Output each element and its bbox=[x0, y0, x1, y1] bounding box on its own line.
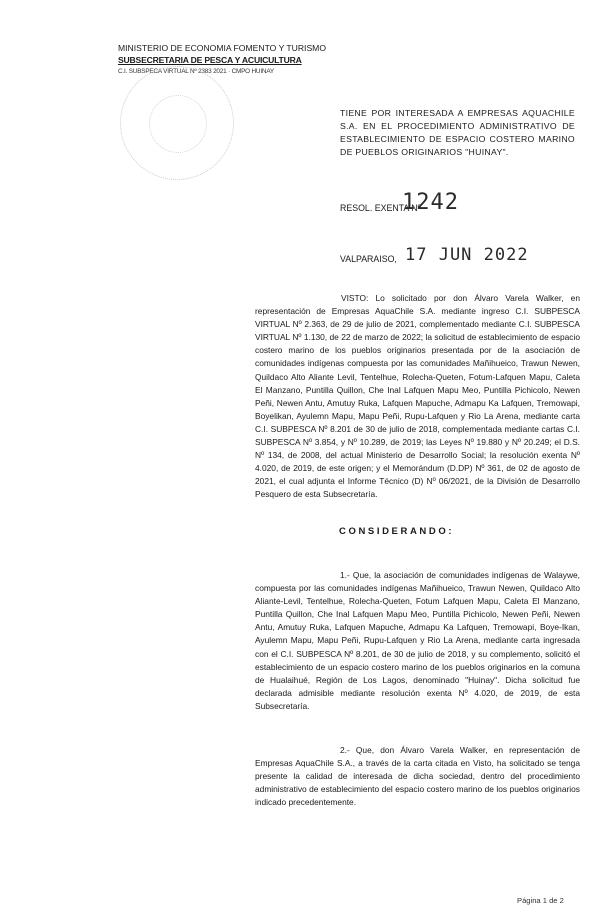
considerando-item-2: 2.- Que, don Álvaro Varela Walker, en representación de Empresas AquaChile S.A., a través de la carta citada en Visto, ha solicitado se tenga presente la calidad de interesada de dicha sociedad, dentro del procedimiento administrativo de establecimiento del espacio costero marino de los pueblos originarios indicado precedentemente. bbox=[255, 745, 580, 808]
ministry-name: MINISTERIO DE ECONOMIA FOMENTO Y TURISMO bbox=[118, 43, 327, 53]
resolution-label: RESOL. EXENTA Nº bbox=[340, 203, 421, 213]
considerando-heading: CONSIDERANDO: bbox=[339, 526, 455, 537]
place-label: VALPARAISO, bbox=[340, 254, 397, 264]
page-number: Página 1 de 2 bbox=[517, 896, 564, 905]
resolution-date: 17 JUN 2022 bbox=[405, 245, 529, 265]
considerando-item-1: 1.- Que, la asociación de comunidades indígenas de Walaywe, compuesta por las comunidades indígenas Mañihueico, Trawun Newen, Quildaco Alto Aliante-Levil, Tentelhue, Rolecha-Queten, Fotum Lafquen Mapu, Caleta El Manzano, Puntilla Quillon, Che Inal Lafquen Mapu Meo, Puntilla Pichicolo, Newen Peñi, Newen Antu, Amutuy Ruka, Lafquen Mapuche, Admapu Ka Lafquen, Tremowapi, Boye-Ikan, Ayulemn Mapu, Mapu Peñi, Rupu-Lafquen y Rio La Arena, mediante carta ingresada con el C.I. SUBPESCA Nº 8.201, de 30 de julio de 2018, y su complemento, solicitó el establecimiento de un espacio costero marino de los pueblos originarios en la comuna de Hualaihué, Región de Los Lagos, denominado "Huinay". Dicha solicitud fue declarada admisible mediante resolución exenta Nº 4.020, de 2019, de esta Subsecretaría. bbox=[255, 570, 580, 711]
faded-stamp bbox=[120, 66, 234, 180]
reference-line: C.I. SUBSPECA VIRTUAL Nº 2383 2021 · CMPO HUINAY bbox=[118, 68, 274, 75]
resolution-title: TIENE POR INTERESADA A EMPRESAS AQUACHILE S.A. EN EL PROCEDIMIENTO ADMINISTRATIVO DE ESTABLECIMIENTO DE ESPACIO COSTERO MARINO DE PUEBLOS ORIGINARIOS "HUINAY". bbox=[340, 108, 575, 157]
subsecretaria-name: SUBSECRETARIA DE PESCA Y ACUICULTURA bbox=[118, 55, 302, 65]
resolution-number: 1242 bbox=[402, 190, 459, 215]
visto-paragraph: VISTO: Lo solicitado por don Álvaro Varela Walker, en representación de Empresas AquaChile S.A. mediante ingreso C.I. SUBPESCA VIRTUAL Nº 2.363, de 29 de julio de 2021, complementado mediante C.I. SUBPESCA VIRTUAL Nº 1.130, de 22 de marzo de 2022; la solicitud de establecimiento de espacio costero marino de los pueblos originarios presentada por de la asociación de comunidades indígenas compuesta por las comunidades Mañihueico, Trawun Newen, Quildaco Alto Aliante Levil, Tentelhue, Rolecha-Queten, Fotum-Lafquen Mapu, Caleta El Manzano, Puntilla Quillon, Che Inal Lafquen Mapu Meo, Puntilla Pichicolo, Newen Peñi, Newen Antu, Amutuy Ruka, Lafquen Mapuche, Admapu Ka Lafquen, Tremowapi, Boyelikan, Ayulemn Mapu, Mapu Peñi, Rupu-Lafquen y Rio La Arena, mediante carta C.I. SUBPESCA Nº 8.201 de 30 de julio de 2018, complementada mediante cartas C.I. SUBPESCA Nº 3.854, y Nº 10.289, de 2019; las Leyes Nº 19.880 y Nº 20.249; el D.S. Nº 134, de 2008, del actual Ministerio de Desarrollo Social; la resolución exenta Nº 4.020, de 2019, de este origen; y el Memorándum (D.DP) Nº 361, de 02 de agosto de 2021, el cual adjunta el Informe Técnico (D) Nº 06/2021, de la División de Desarrollo Pesquero de esta Subsecretaría. bbox=[255, 293, 580, 500]
